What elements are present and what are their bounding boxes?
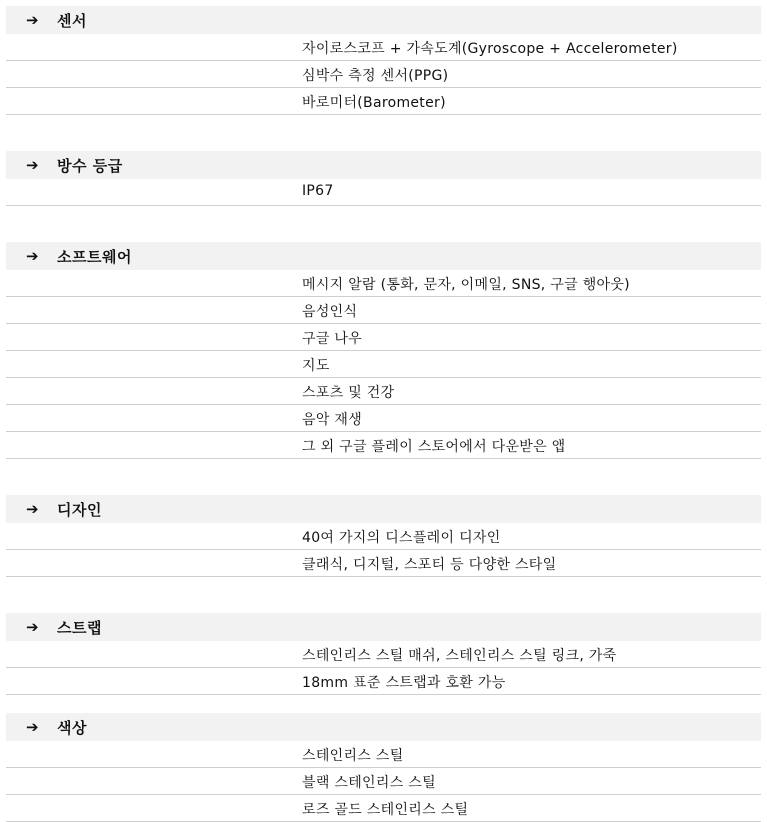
spec-value: 바로미터(Barometer) [302, 95, 446, 111]
arrow-right-icon: ➔ [26, 155, 39, 174]
arrow-right-icon: ➔ [26, 499, 39, 518]
spec-value: 심박수 측정 센서(PPG) [302, 68, 449, 84]
section-title: 디자인 [57, 500, 102, 519]
spec-row [6, 432, 761, 459]
section-software [6, 242, 761, 459]
spec-row [6, 324, 761, 351]
section-sensor [6, 6, 761, 115]
spec-row [6, 741, 761, 768]
section-header [6, 151, 761, 179]
spec-value: 음성인식 [302, 304, 358, 320]
arrow-right-icon: ➔ [26, 10, 39, 29]
spec-row [6, 523, 761, 550]
spec-row [6, 297, 761, 324]
spec-value: 지도 [302, 358, 330, 374]
spec-value: 40여 가지의 디스플레이 디자인 [302, 530, 501, 546]
spec-value: 클래식, 디지털, 스포티 등 다양한 스타일 [302, 557, 557, 573]
section-header [6, 6, 761, 34]
section-title: 방수 등급 [57, 156, 123, 175]
section-color [6, 713, 761, 822]
spec-row [6, 641, 761, 668]
section-spacer [6, 115, 761, 145]
spec-row [6, 768, 761, 795]
section-spacer [6, 695, 761, 707]
section-header [6, 613, 761, 641]
section-design [6, 495, 761, 577]
section-title: 센서 [57, 11, 87, 30]
arrow-right-icon: ➔ [26, 246, 39, 265]
spec-row [6, 61, 761, 88]
spec-value: 메시지 알람 (통화, 문자, 이메일, SNS, 구글 행아웃) [302, 277, 630, 293]
arrow-right-icon: ➔ [26, 717, 39, 736]
spec-row [6, 795, 761, 822]
spec-row [6, 351, 761, 378]
spec-value: 그 외 구글 플레이 스토어에서 다운받은 앱 [302, 439, 566, 455]
spec-value: 구글 나우 [302, 331, 363, 347]
section-waterproof [6, 151, 761, 206]
section-strap [6, 613, 761, 695]
spec-value: 스테인리스 스틸 매쉬, 스테인리스 스틸 링크, 가죽 [302, 648, 617, 664]
spec-row [6, 668, 761, 695]
spec-row [6, 405, 761, 432]
spec-row [6, 550, 761, 577]
section-header [6, 495, 761, 523]
spec-row [6, 88, 761, 115]
spec-row [6, 378, 761, 405]
spec-value: IP67 [302, 183, 334, 199]
spec-row [6, 179, 761, 206]
section-spacer [6, 206, 761, 236]
section-spacer [6, 459, 761, 489]
spec-value: 로즈 골드 스테인리스 스틸 [302, 802, 469, 818]
section-title: 스트랩 [57, 618, 102, 637]
spec-row [6, 34, 761, 61]
spec-value: 자이로스코프 + 가속도계(Gyroscope + Accelerometer) [302, 41, 678, 57]
section-header [6, 713, 761, 741]
section-title: 소프트웨어 [57, 247, 132, 266]
spec-table [6, 0, 761, 822]
spec-row [6, 270, 761, 297]
section-header [6, 242, 761, 270]
arrow-right-icon: ➔ [26, 617, 39, 636]
section-spacer [6, 577, 761, 607]
spec-value: 스포츠 및 건강 [302, 385, 395, 401]
section-title: 색상 [57, 718, 87, 737]
spec-value: 음악 재생 [302, 412, 363, 428]
spec-value: 스테인리스 스틸 [302, 748, 404, 764]
spec-value: 18mm 표준 스트랩과 호환 가능 [302, 675, 506, 691]
spec-value: 블랙 스테인리스 스틸 [302, 775, 436, 791]
